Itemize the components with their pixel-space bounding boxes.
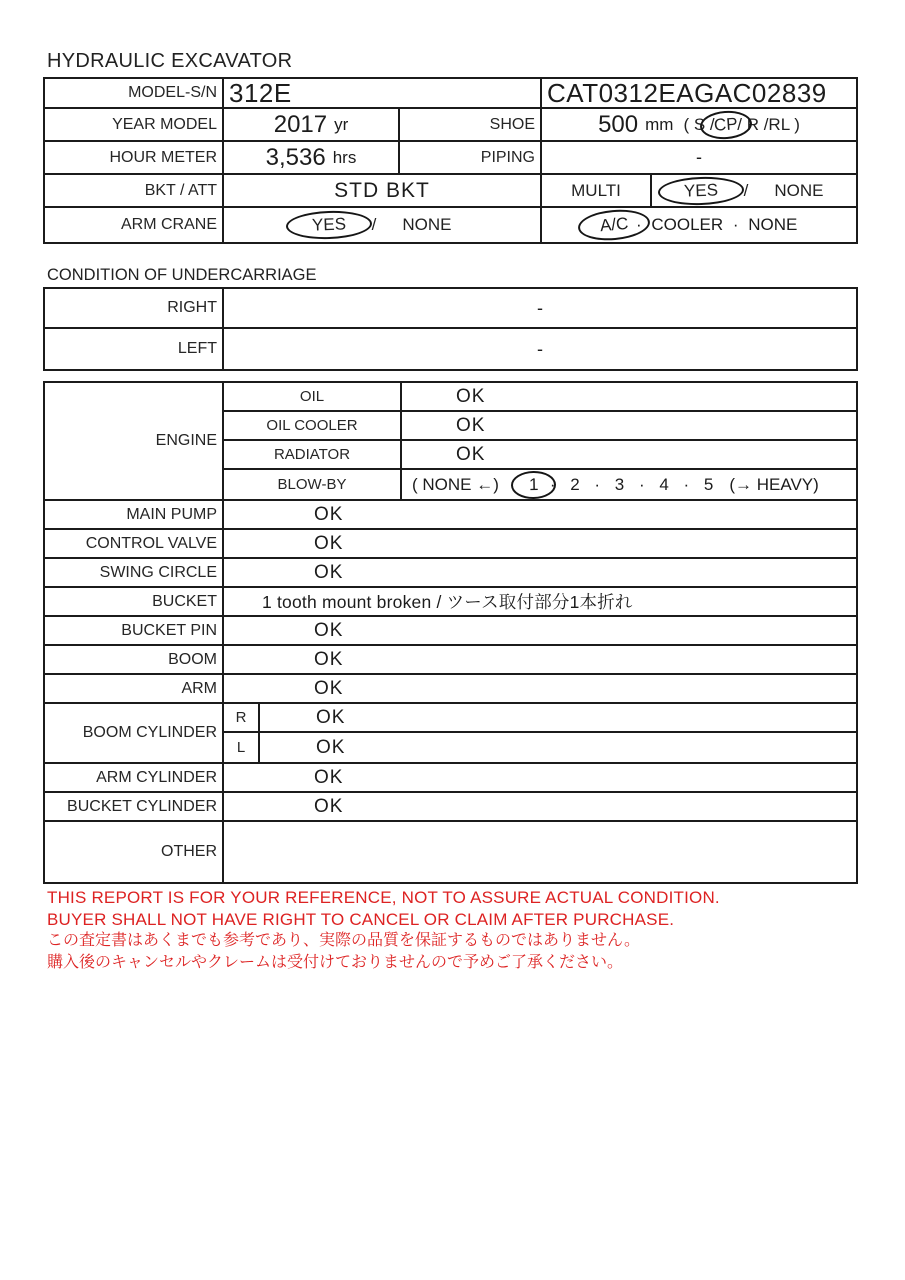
undercarriage-table xyxy=(43,287,858,371)
piping-value: - xyxy=(696,147,702,167)
arm-value: OK xyxy=(314,677,344,699)
swing-circle-label: SWING CIRCLE xyxy=(45,559,224,586)
bucket-label: BUCKET xyxy=(45,588,224,615)
left-value: - xyxy=(537,338,543,359)
boom-cylinder-label: BOOM CYLINDER xyxy=(45,704,224,762)
bucket-pin-value: OK xyxy=(314,619,344,641)
bucket-value: 1 tooth mount broken / ツース取付部分1本折れ xyxy=(262,592,633,612)
bucket-cylinder-label: BUCKET CYLINDER xyxy=(45,793,224,820)
row-control-valve xyxy=(45,530,856,559)
shoe-value: 500 mm ( S / CP / R /RL ) xyxy=(542,109,856,140)
disclaimer-line-4: 購入後のキャンセルやクレームは受付けておりませんので予めご了承ください。 xyxy=(47,953,624,971)
other-label: OTHER xyxy=(45,822,224,882)
page-title: HYDRAULIC EXCAVATOR xyxy=(47,50,293,72)
spec-table xyxy=(43,77,858,244)
arm-crane-yes-circle: YES xyxy=(286,210,373,241)
blowby-scale: · 2 · 3 · 4 · 5 xyxy=(549,474,714,494)
row-arm-crane-ac xyxy=(45,208,856,242)
blowby-selected-circle: 1 xyxy=(511,470,557,499)
row-undercarriage-right xyxy=(45,289,856,329)
disclaimer-line-1: THIS REPORT IS FOR YOUR REFERENCE, NOT TO ASSURE ACTUAL CONDITION. xyxy=(47,888,720,907)
disclaimer-line-3: この査定書はあくまでも参考であり、実際の品質を保証するものではありません。 xyxy=(47,932,640,949)
bkt-att-value: STD BKT xyxy=(224,175,542,206)
undercarriage-heading: CONDITION OF UNDERCARRIAGE xyxy=(47,266,317,284)
oil-label: OIL xyxy=(224,383,402,410)
ac-options-rest: · COOLER · NONE xyxy=(635,215,798,234)
row-engine-blowby xyxy=(224,470,856,499)
row-engine-radiator xyxy=(224,441,856,470)
multi-yes-circle: YES xyxy=(658,175,745,206)
multi-label: MULTI xyxy=(542,175,652,206)
boom-label: BOOM xyxy=(45,646,224,673)
engine-group xyxy=(45,383,856,501)
row-bucket-cylinder xyxy=(45,793,856,822)
row-other xyxy=(45,822,856,882)
disclaimer-block xyxy=(47,887,720,973)
boom-cylinder-r-value: OK xyxy=(316,706,346,728)
right-label: RIGHT xyxy=(45,289,224,327)
right-value: - xyxy=(537,297,543,318)
swing-circle-value: OK xyxy=(314,561,344,583)
shoe-selected-circle: CP xyxy=(699,109,752,141)
row-bucket xyxy=(45,588,856,617)
year-model-value: 2017 yr xyxy=(224,109,400,140)
hour-meter-value: 3,536 hrs xyxy=(224,142,400,173)
blowby-label: BLOW-BY xyxy=(224,470,402,499)
boom-cylinder-subrows xyxy=(224,704,856,762)
oil-value: OK xyxy=(456,385,486,407)
arm-cylinder-value: OK xyxy=(314,766,344,788)
oil-cooler-label: OIL COOLER xyxy=(224,412,402,439)
multi-value xyxy=(652,175,856,206)
arm-cylinder-label: ARM CYLINDER xyxy=(45,764,224,791)
row-arm xyxy=(45,675,856,704)
arm-crane-value xyxy=(224,208,542,242)
row-swing-circle xyxy=(45,559,856,588)
radiator-label: RADIATOR xyxy=(224,441,402,468)
boom-cylinder-group xyxy=(45,704,856,764)
row-boom xyxy=(45,646,856,675)
multi-none: NONE xyxy=(774,180,824,200)
other-value xyxy=(224,822,856,882)
row-boom-cylinder-r xyxy=(224,704,856,733)
blowby-suffix: (→ HEAVY) xyxy=(729,474,819,494)
main-pump-value: OK xyxy=(314,503,344,525)
control-valve-label: CONTROL VALVE xyxy=(45,530,224,557)
bucket-cylinder-value: OK xyxy=(314,795,344,817)
row-model-sn xyxy=(45,79,856,109)
row-bkt-multi xyxy=(45,175,856,208)
row-arm-cylinder xyxy=(45,764,856,793)
row-boom-cylinder-l xyxy=(224,733,856,762)
shoe-options-pre: ( S / xyxy=(683,114,715,134)
ac-cooler-value xyxy=(542,208,856,242)
ac-selected-circle: A/C xyxy=(577,207,652,243)
year-model-label: YEAR MODEL xyxy=(45,109,224,140)
main-pump-label: MAIN PUMP xyxy=(45,501,224,528)
bkt-att-label: BKT / ATT xyxy=(45,175,224,206)
row-bucket-pin xyxy=(45,617,856,646)
piping-label: PIPING xyxy=(400,142,542,173)
engine-label: ENGINE xyxy=(45,383,224,499)
row-year-shoe xyxy=(45,109,856,142)
model-value: 312E xyxy=(224,79,542,107)
blowby-prefix: ( NONE ←) xyxy=(412,474,499,494)
inspection-table xyxy=(43,381,858,884)
arm-crane-slash: / xyxy=(371,215,377,234)
boom-cylinder-l-value: OK xyxy=(316,736,346,758)
row-engine-oil xyxy=(224,383,856,412)
arm-crane-label: ARM CRANE xyxy=(45,208,224,242)
serial-value: CAT0312EAGAC02839 xyxy=(547,77,827,108)
row-main-pump xyxy=(45,501,856,530)
boom-cylinder-l-label: L xyxy=(224,733,260,762)
left-label: LEFT xyxy=(45,329,224,369)
arm-crane-none: NONE xyxy=(402,215,452,234)
row-hour-piping xyxy=(45,142,856,175)
control-valve-value: OK xyxy=(314,532,344,554)
shoe-options-post: / R /RL ) xyxy=(737,114,800,134)
blowby-value xyxy=(402,470,856,499)
oil-cooler-value: OK xyxy=(456,414,486,436)
bucket-pin-label: BUCKET PIN xyxy=(45,617,224,644)
radiator-value: OK xyxy=(456,443,486,465)
multi-slash: / xyxy=(743,180,749,200)
arm-label: ARM xyxy=(45,675,224,702)
engine-subrows xyxy=(224,383,856,499)
hour-meter-label: HOUR METER xyxy=(45,142,224,173)
boom-value: OK xyxy=(314,648,344,670)
model-sn-label: MODEL-S/N xyxy=(45,79,224,107)
row-engine-oil-cooler xyxy=(224,412,856,441)
disclaimer-line-2: BUYER SHALL NOT HAVE RIGHT TO CANCEL OR CLAIM AFTER PURCHASE. xyxy=(47,909,675,929)
row-undercarriage-left xyxy=(45,329,856,369)
shoe-label: SHOE xyxy=(400,109,542,140)
boom-cylinder-r-label: R xyxy=(224,704,260,731)
